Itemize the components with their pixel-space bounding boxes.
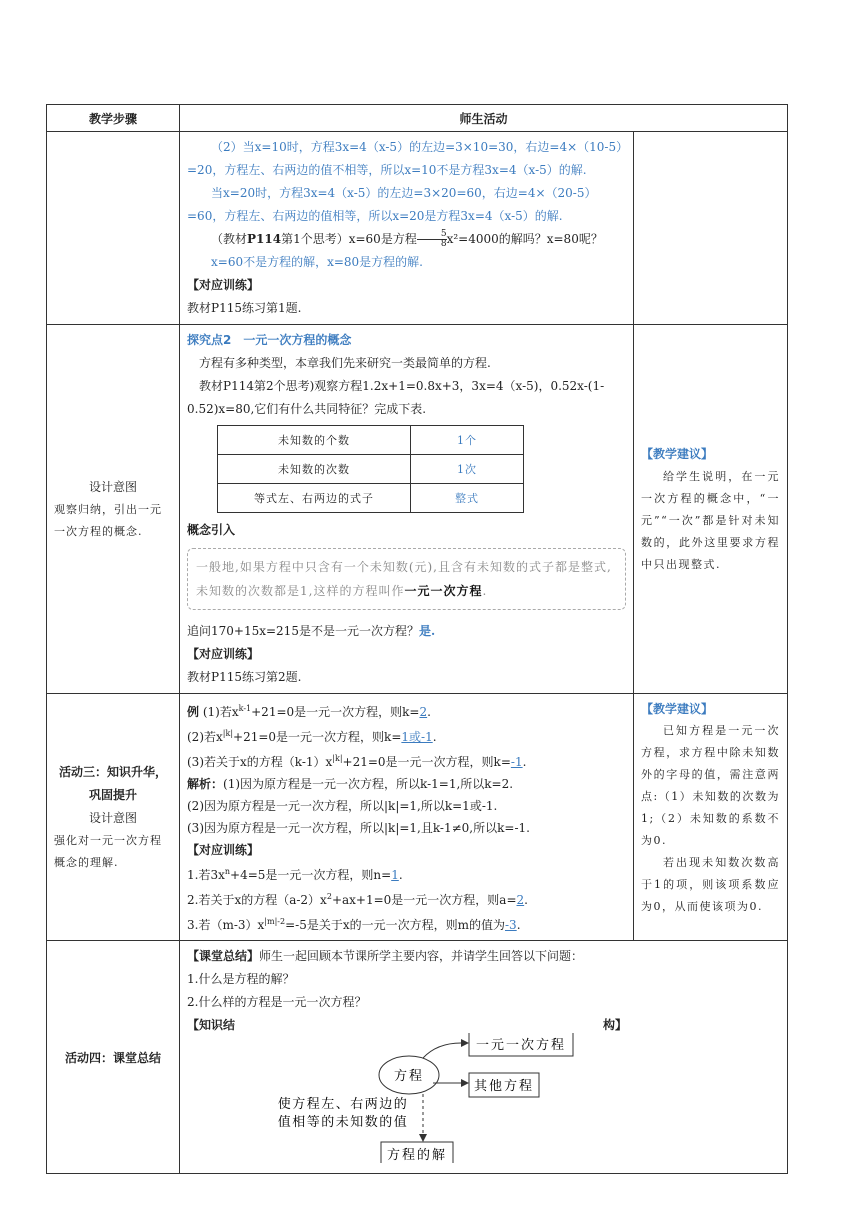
header-step: 教学步骤	[47, 105, 180, 132]
follow-up-question: 追问170+15x=215是不是一元一次方程？是.	[187, 624, 436, 638]
arrowhead-icon	[461, 1079, 469, 1087]
center-node-label: 方程	[393, 1069, 425, 1084]
fraction: $\frac{5}{8}$	[417, 230, 447, 249]
concept-box: 一般地,如果方程中只含有一个未知数(元),且含有未知数的式子都是整式,未知数的次数都是1,这样的方程叫作一元一次方程.	[187, 548, 626, 610]
training-title: 【对应训练】	[187, 843, 260, 857]
training-title: 【对应训练】	[187, 647, 260, 661]
summary-cell	[180, 941, 788, 1174]
table-row	[218, 455, 524, 484]
solution-3: (3)因为原方程是一元一次方程，所以|k|=1,且k-1≠0,所以k=-1.	[187, 821, 530, 835]
design-intent-body: 强化对一元一次方程概念的理解.	[54, 833, 162, 869]
paragraph: （2）当x=10时，方程3x=4（x-5）的左边=3×10=30，右边=4×（10-5）=20，方程左、右两边的值不相等，所以x=10不是方程3x=4（x-5）的解.	[187, 140, 623, 177]
text: 第1个思考）x=60是方程	[281, 232, 417, 246]
question	[187, 228, 626, 251]
table-row	[218, 484, 524, 513]
activity-cell	[180, 694, 634, 941]
table-cell: 整式	[411, 484, 524, 513]
paragraph: 方程有多种类型，本章我们先来研究一类最简单的方程.	[199, 356, 491, 370]
concept-title: 概念引入	[187, 523, 236, 537]
text: x²=4000的解吗？x=80呢？	[446, 232, 603, 246]
training-1: 1.若$3x^n+4=5$是一元一次方程，则n=1.	[187, 867, 403, 882]
step-cell	[47, 325, 180, 694]
arrow-label-line1: 使方程左、右两边的	[277, 1097, 409, 1112]
table-row	[47, 694, 788, 941]
step-cell	[47, 694, 180, 941]
training-3: 3.若$(m-3)x^{|m|-2}=-5$是关于x的一元一次方程，则m的值为-3.	[187, 917, 521, 932]
question-2: 2.什么样的方程是一元一次方程？	[187, 995, 367, 1009]
training-text: 教材P115练习第1题.	[187, 301, 302, 315]
table-row	[47, 941, 788, 1174]
step-cell	[47, 941, 180, 1174]
step-cell	[47, 132, 180, 325]
suggest-text: 已知方程是一元一次方程，求方程中除未知数外的字母的值，需注意两点:（1）未知数的次数为1;（2）未知数的系数不为0.	[640, 724, 780, 847]
bottom-node-label: 方程的解	[386, 1148, 448, 1163]
table-header-row	[47, 105, 788, 132]
suggest-title: 【教学建议】	[640, 446, 713, 461]
answer: x=60不是方程的解，x=80是方程的解.	[211, 255, 423, 269]
design-intent-title: 设计意图	[88, 810, 137, 825]
table-row	[47, 325, 788, 694]
example-1: 例 (1)若$x^{k-1}+21=0$是一元一次方程，则k=2.	[187, 704, 431, 719]
top-node-label: 一元一次方程	[475, 1038, 567, 1053]
branch-line-top	[423, 1043, 461, 1058]
section-heading: 探究点2 一元一次方程的概念	[187, 333, 352, 347]
suggest-cell	[633, 132, 787, 325]
design-intent-title: 设计意图	[88, 479, 137, 494]
suggest-title: 【教学建议】	[640, 702, 713, 716]
solution-2: (2)因为原方程是一元一次方程，所以|k|=1,所以k=1或-1.	[187, 799, 498, 813]
table-cell: 未知数的次数	[218, 455, 411, 484]
knowledge-diagram	[187, 1037, 627, 1169]
example-3: (3)若关于x的方程$(k-1)x^{|k|}+21=0$是一元一次方程，则k=-1.	[187, 754, 527, 769]
training-2: 2.若关于x的方程$(a-2)x^2+ax+1=0$是一元一次方程，则a=2.	[187, 892, 528, 907]
activity-cell	[180, 132, 634, 325]
training-title: 【对应训练】	[187, 278, 260, 292]
feature-table	[217, 425, 524, 513]
suggest-cell	[633, 694, 787, 941]
training-text: 教材P115练习第2题.	[187, 670, 302, 684]
text: （教材	[211, 232, 248, 246]
solution-1: 解析：(1)因为原方程是一元一次方程，所以k-1=1,所以k=2.	[187, 777, 514, 791]
activity-cell	[180, 325, 634, 694]
table-row	[218, 426, 524, 455]
arrow-label-line2: 值相等的未知数的值	[277, 1115, 409, 1130]
example-2: (2)若$x^{|k|}+21=0$是一元一次方程，则k=1或-1.	[187, 729, 437, 744]
summary: 【课堂总结】师生一起回顾本节课所学主要内容，并请学生回答以下问题：	[187, 949, 584, 963]
knowledge-title: 【知识结 构】	[187, 1018, 627, 1032]
arrowhead-icon	[461, 1039, 469, 1047]
table-row	[47, 132, 788, 325]
table-cell: 未知数的个数	[218, 426, 411, 455]
suggest-text: 若出现未知数次数高于1的项，则该项系数应为0，从而使该项为0.	[640, 856, 780, 913]
table-cell: 1次	[411, 455, 524, 484]
right-node-label: 其他方程	[473, 1079, 535, 1094]
lesson-table	[46, 104, 788, 1174]
suggest-text: 给学生说明，在一元一次方程的概念中，“一元”“一次”都是针对未知数的，此外这里要求方程中只出现整式.	[640, 469, 780, 571]
paragraph: 教材P114第2个思考)观察方程1.2x+1=0.8x+3，3x=4（x-5)，0.52x-(1-0.52)x=80,它们有什么共同特征？完成下表.	[187, 379, 605, 416]
suggest-cell	[633, 325, 787, 694]
design-intent-body: 观察归纳，引出一元一次方程的概念.	[54, 502, 162, 538]
activity-title: 巩固提升	[88, 787, 137, 802]
table-cell: 等式左、右两边的式子	[218, 484, 411, 513]
header-activity: 师生活动	[180, 105, 788, 132]
arrowhead-icon	[419, 1134, 427, 1142]
knowledge-structure-svg	[187, 1033, 627, 1163]
question-1: 1.什么是方程的解？	[187, 972, 295, 986]
table-cell: 1个	[411, 426, 524, 455]
text: P114	[247, 232, 282, 246]
activity-title: 活动四：课堂总结	[64, 1050, 161, 1065]
activity-title: 活动三：知识升华，	[58, 764, 167, 779]
paragraph: 当x=20时，方程3x=4（x-5）的左边=3×20=60，右边=4×（20-5）=60，方程左、右两边的值相等，所以x=20是方程3x=4（x-5）的解.	[187, 186, 597, 223]
